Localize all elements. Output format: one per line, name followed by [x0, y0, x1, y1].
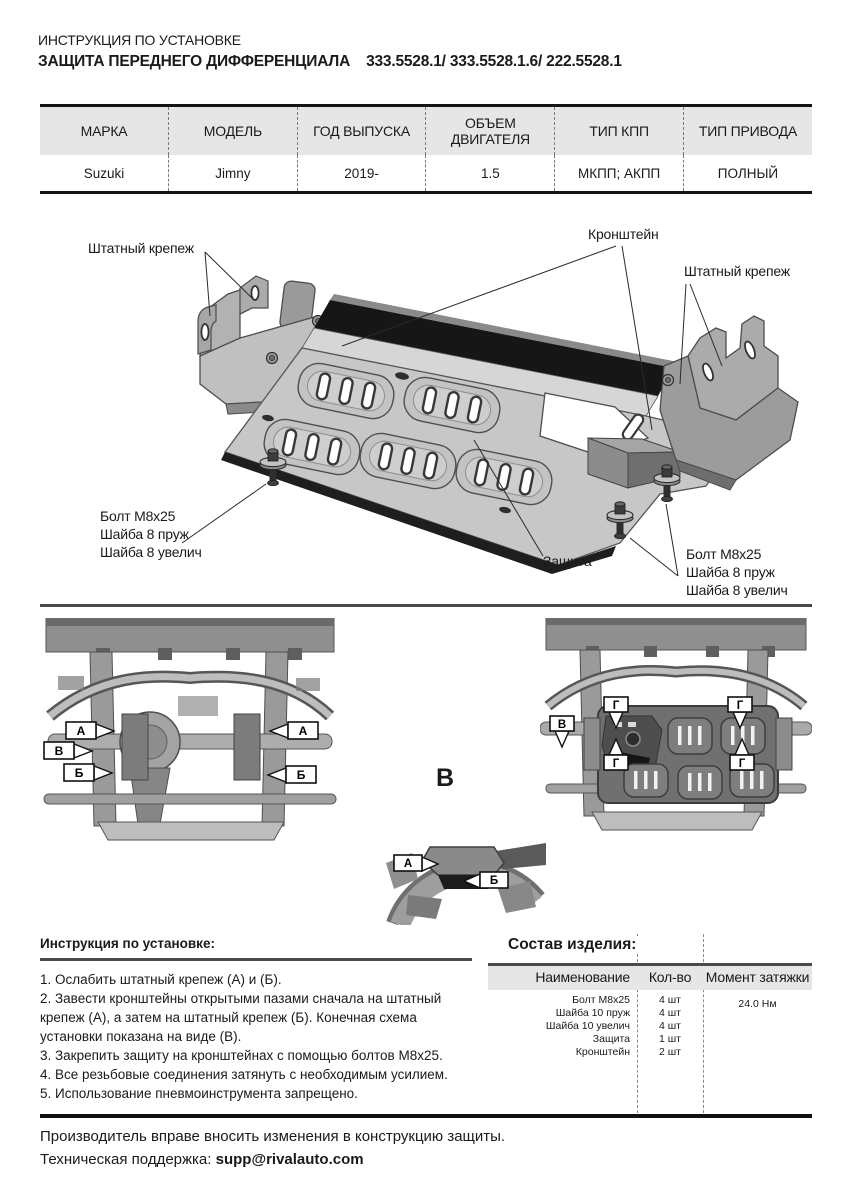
- instruction-step: 5. Использование пневмоинструмента запрещено.: [40, 1085, 358, 1101]
- svg-text:Б: Б: [74, 766, 84, 780]
- col-drive: ТИП ПРИВОДА: [683, 106, 812, 156]
- parts-header-row: [488, 966, 812, 990]
- view-b-label: В: [436, 764, 455, 792]
- photo-inset-detail: [378, 803, 546, 925]
- svg-text:Г: Г: [738, 758, 746, 770]
- instruction-step: 4. Все резьбовые соединения затянуть с необходимым усилием.: [40, 1066, 448, 1082]
- cell-year: 2019-: [297, 155, 426, 193]
- label-bolt-stack-left: Болт М8х25 Шайба 8 пруж Шайба 8 увелич: [100, 508, 202, 560]
- cell-engine: 1.5: [426, 155, 555, 193]
- parts-section: [488, 934, 812, 1118]
- cell-drive: ПОЛНЫЙ: [683, 155, 812, 193]
- instructions-section: [40, 936, 482, 1103]
- doc-part-codes: 333.5528.1/ 333.5528.1.6/ 222.5528.1: [366, 53, 622, 70]
- instruction-step: 3. Закрепить защиту на кронштейнах с помощью болтов М8х25.: [40, 1047, 443, 1063]
- svg-text:Г: Г: [612, 700, 620, 712]
- col-year: ГОД ВЫПУСКА: [297, 106, 426, 156]
- label-oem-fastener-right: Штатный крепеж: [684, 263, 790, 279]
- cell-gearbox: МКПП; АКПП: [555, 155, 684, 193]
- part-name: Шайба 10 пруж: [555, 1007, 630, 1019]
- callout-flag-v-after: [550, 716, 574, 747]
- label-bolt-stack-right: Болт М8х25 Шайба 8 пруж Шайба 8 увелич: [686, 546, 788, 598]
- col-model: МОДЕЛЬ: [169, 106, 298, 156]
- parts-col-torque: Момент затяжки: [705, 968, 810, 985]
- vehicle-table-header-row: [40, 106, 812, 156]
- part-qty: 2 шт: [659, 1046, 681, 1058]
- svg-text:В: В: [54, 744, 64, 758]
- vehicle-table-data-row: [40, 155, 812, 193]
- svg-text:А: А: [76, 724, 86, 738]
- right-bracket: [660, 316, 798, 490]
- part-qty: 4 шт: [659, 1007, 681, 1019]
- footer-disclaimer: Производитель вправе вносить изменения в конструкцию защиты.: [40, 1128, 506, 1145]
- parts-column-divider: [703, 934, 704, 1118]
- parts-col-qty: Кол-во: [648, 968, 692, 985]
- photo-underbody-before: [38, 618, 342, 855]
- part-name: Шайба 10 увелич: [545, 1020, 630, 1032]
- doc-subtitle: ИНСТРУКЦИЯ ПО УСТАНОВКЕ: [38, 32, 241, 48]
- label-bracket: Кронштейн: [588, 226, 659, 242]
- underbody-art-after: [540, 618, 812, 830]
- label-oem-fastener-left: Штатный крепеж: [88, 240, 194, 256]
- part-qty: 4 шт: [659, 1020, 681, 1032]
- cell-brand: Suzuki: [40, 155, 169, 193]
- svg-text:В: В: [557, 719, 567, 731]
- section-divider: [40, 604, 812, 607]
- part-name: Защита: [592, 1033, 630, 1045]
- footer-support: [40, 1151, 364, 1168]
- part-name: Кронштейн: [575, 1046, 630, 1058]
- part-qty: 4 шт: [659, 994, 681, 1006]
- instructions-rule: [40, 958, 472, 961]
- col-brand: МАРКА: [40, 106, 169, 156]
- footer-rule: [40, 1114, 812, 1118]
- doc-title-row: [38, 53, 622, 71]
- support-email[interactable]: supp@rivalauto.com: [215, 1151, 364, 1168]
- doc-title: ЗАЩИТА ПЕРЕДНЕГО ДИФФЕРЕНЦИАЛА: [38, 53, 351, 70]
- vehicle-table: [40, 104, 812, 194]
- part-qty: 1 шт: [659, 1033, 681, 1045]
- svg-text:Б: Б: [489, 875, 499, 887]
- support-label: Техническая поддержка:: [40, 1151, 216, 1168]
- instructions-list: [40, 970, 482, 1103]
- col-gearbox: ТИП КПП: [555, 106, 684, 156]
- label-guard: Защита: [543, 553, 592, 569]
- col-engine: ОБЪЕМ ДВИГАТЕЛЯ: [426, 106, 555, 156]
- torque-value: 24.0 Нм: [738, 998, 777, 1010]
- part-name: Болт М8х25: [572, 994, 630, 1006]
- instruction-step: 2. Завести кронштейны открытыми пазами сначала на штатный крепеж (А), а затем на штатный крепеж (Б). Конечная схема установки показана на виде (В).: [40, 990, 442, 1044]
- svg-text:А: А: [403, 858, 413, 870]
- photo-underbody-after: [540, 618, 812, 840]
- svg-text:Г: Г: [612, 758, 620, 770]
- svg-text:Б: Б: [296, 768, 306, 782]
- svg-text:Г: Г: [736, 700, 744, 712]
- svg-text:А: А: [298, 724, 308, 738]
- instructions-title: Инструкция по установке:: [40, 936, 215, 951]
- parts-title: Состав изделия:: [508, 936, 640, 954]
- parts-col-name: Наименование: [535, 968, 630, 985]
- cell-model: Jimny: [169, 155, 298, 193]
- instruction-step: 1. Ослабить штатный крепеж (А) и (Б).: [40, 971, 282, 987]
